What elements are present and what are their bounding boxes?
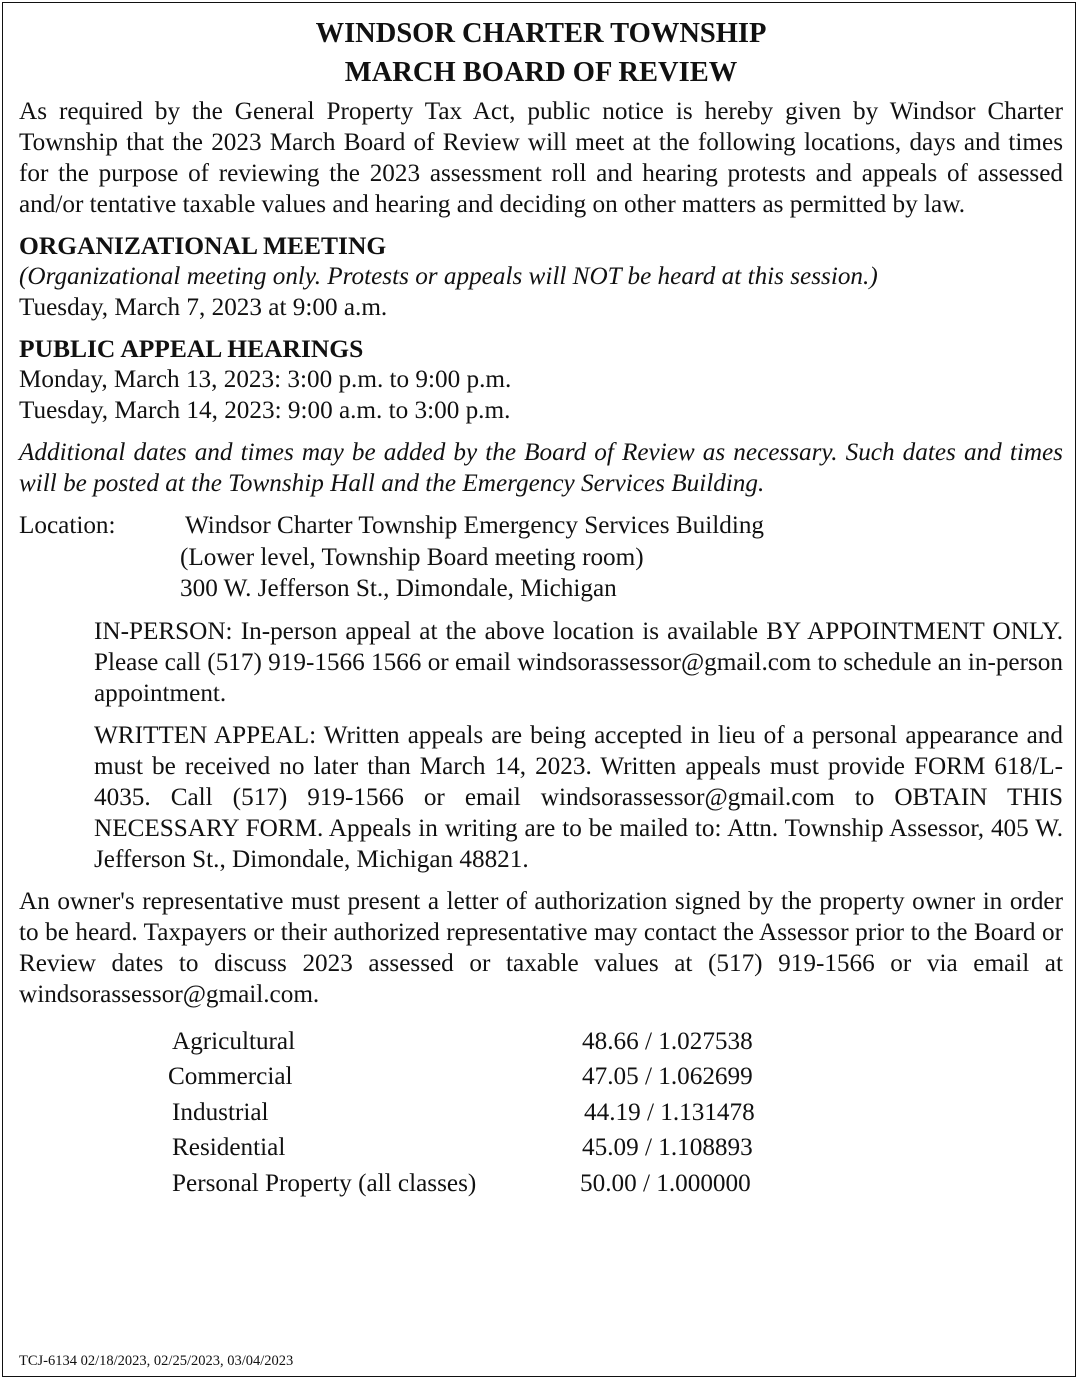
ratio-value: 48.66 / 1.027538 xyxy=(582,1027,753,1055)
organizational-date: Tuesday, March 7, 2023 at 9:00 a.m. xyxy=(19,294,388,321)
ratio-class: Agricultural xyxy=(172,1027,296,1055)
ratio-class: Residential xyxy=(172,1134,286,1161)
intro-paragraph: As required by the General Property Tax Act, public notice is hereby given by Windsor Charter Township that the 2023 March Board of Review will meet at the following locations, days and times for the purpose of reviewing the 2023 assessment roll and hearing protests and appeals of assessed and/or tentative taxable values and hearing and deciding on other matters as permitted by law. xyxy=(19,98,1063,218)
ratio-value: 50.00 / 1.000000 xyxy=(580,1169,751,1197)
hearing-date: Monday, March 13, 2023: 3:00 p.m. to 9:00 p.m. xyxy=(19,366,512,393)
ratio-class: Personal Property (all classes) xyxy=(172,1169,477,1197)
notice-title xyxy=(19,14,1063,92)
title-line-2: MARCH BOARD OF REVIEW xyxy=(344,57,738,88)
written-appeal-paragraph: WRITTEN APPEAL: Written appeals are being accepted in lieu of a personal appearance and must be received no later than March 14, 2023. Written appeals must provide FORM 618/L-4035. Call (517) 919-1566 or email windsorassessor@gmail.com to OBTAIN THIS NECESSARY FORM. Appeals in writing are to be mailed to: Attn. Township Assessor, 405 W. Jefferson St., Dimondale, Michigan 48821. xyxy=(94,721,1063,873)
additional-dates-note: Additional dates and times may be added by the Board of Review as necessary. Such dates and times will be posted at the Township Hall and the Emergency Services Building. xyxy=(19,439,1063,497)
location-label: Location: xyxy=(19,512,116,539)
ratio-class: Commercial xyxy=(168,1063,293,1090)
ratio-class: Industrial xyxy=(172,1098,269,1126)
hearings-heading: PUBLIC APPEAL HEARINGS xyxy=(19,334,364,363)
ratio-value: 45.09 / 1.108893 xyxy=(582,1134,753,1161)
ratio-row xyxy=(19,1166,1063,1202)
title-line-1: WINDSOR CHARTER TOWNSHIP xyxy=(315,18,767,49)
publication-footer: TCJ-6134 02/18/2023, 02/25/2023, 03/04/2023 xyxy=(19,1353,294,1369)
ratio-row xyxy=(19,1024,1063,1060)
ratio-value: 44.19 / 1.131478 xyxy=(584,1098,755,1126)
hearing-date: Tuesday, March 14, 2023: 9:00 a.m. to 3:00 p.m. xyxy=(19,397,511,424)
ratio-row xyxy=(19,1095,1063,1131)
ratio-row xyxy=(19,1130,1063,1166)
ratio-table xyxy=(19,1024,1063,1202)
organizational-note: (Organizational meeting only. Protests or appeals will NOT be heard at this session.) xyxy=(19,263,878,290)
ratio-row xyxy=(19,1059,1063,1095)
notice-body xyxy=(19,10,1063,1201)
in-person-paragraph: IN-PERSON: In-person appeal at the above location is available BY APPOINTMENT ONLY. Please call (517) 919-1566 1566 or email windsorassessor@gmail.com to schedule an in-person appointment. xyxy=(94,617,1063,707)
location-line: (Lower level, Township Board meeting room) xyxy=(180,543,644,571)
representative-paragraph: An owner's representative must present a letter of authorization signed by the property owner in order to be heard. Taxpayers or their authorized representative may contact the Assessor prior to the Board or Review dates to discuss 2023 assessed or taxable values at (517) 919-1566 or via email at windsorassessor@gmail.com. xyxy=(19,887,1063,1008)
organizational-heading: ORGANIZATIONAL MEETING xyxy=(19,231,387,260)
location-block xyxy=(19,510,1063,605)
location-line: Windsor Charter Township Emergency Services Building xyxy=(185,512,765,539)
location-line: 300 W. Jefferson St., Dimondale, Michigan xyxy=(180,575,617,602)
ratio-value: 47.05 / 1.062699 xyxy=(582,1063,753,1090)
